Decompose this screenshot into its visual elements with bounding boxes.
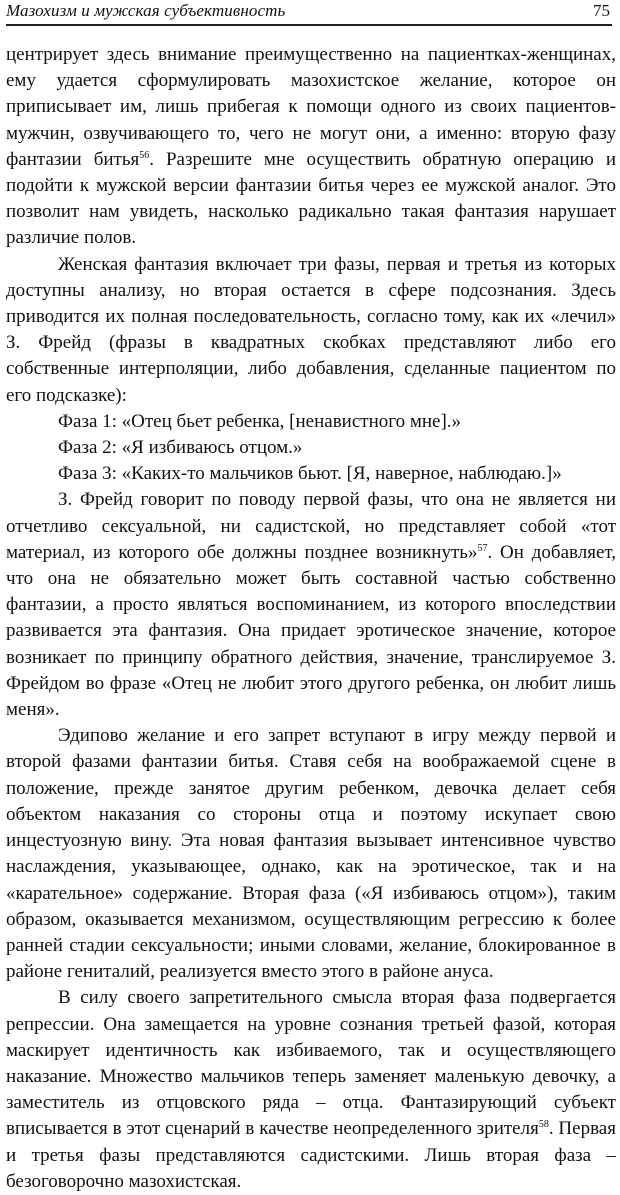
page-header (6, 0, 612, 26)
paragraph-text: центрирует здесь внимание преимущественно на пациентках-женщинах, ему удается сформулировать мазохистское желание, которое он приписывает им, лишь прибегая к помощи одного из своих пациентов-мужчин, озвучивающего то, чего не могут они, а именно: вторую фазу фантазии битья (6, 44, 616, 170)
paragraph: Эдипово желание и его запрет вступают в игру между первой и второй фазами фантазии битья. Ставя себя на воображаемой сцене в положение, прежде занятое другим ребенком, девочка делает себя объектом наказания со стороны отца и поэтому искупает свою инцестуозную вину. Эта новая фантазия вызывает интенсивное чувство наслаждения, указывающее, однако, как на эротическое, так и на «карательное» содержание. Вторая фаза («Я избиваюсь отцом»), таким образом, оказывается механизмом, осуществляющим регрессию к более ранней стадии сексуальности; иными словами, желание, блокированное в районе гениталий, реализуется вместо этого в районе ануса. (6, 725, 616, 983)
paragraph-text: В силу своего запретительного смысла вторая фаза подвергается репрессии. Она замещается на уровне сознания третьей фазой, которая маскирует идентичность как избиваемого, так и осуществляющего наказание. Множество мальчиков теперь заменяет маленькую девочку, а заместитель из отцовского ряда – отца. Фантазирующий субъект вписывается в этот сценарий в качестве неопределенного зрителя (6, 987, 616, 1140)
phase-1-line: Фаза 1: «Отец бьет ребенка, [ненавистного мне].» (58, 410, 462, 432)
paragraph (6, 487, 616, 723)
paragraph (6, 985, 616, 1195)
phase-3-line: Фаза 3: «Каких-то мальчиков бьют. [Я, наверное, наблюдаю.]» (58, 463, 562, 485)
page-body (6, 42, 616, 1195)
footnote-marker: 57 (477, 542, 488, 554)
footnote-marker: 58 (538, 1119, 549, 1131)
paragraph-text: З. Фрейд говорит по поводу первой фазы, что она не является ни отчетливо сексуальной, ни садистской, но представляет собой «тот материал, из которого обе должны позднее возникнуть» (6, 489, 616, 563)
running-title: Мазохизм и мужская субъективность (6, 1, 286, 20)
paragraph-continued (6, 42, 616, 252)
paragraph-text: . Разрешите мне осуществить обратную операцию и подойти к мужской версии фантазии битья через ее мужской аналог. Это позволит нам увидеть, насколько радикально такая фантазия нарушает различие полов. (6, 148, 617, 249)
footnote-marker: 56 (139, 149, 150, 161)
phase-2-line: Фаза 2: «Я избиваюсь отцом.» (58, 437, 303, 459)
paragraph: Женская фантазия включает три фазы, первая и третья из которых доступны анализу, но вторая остается в сфере подсознания. Здесь приводится их полная последовательность, согласно тому, как их «лечил» З. Фрейд (фразы в квадратных скобках представляют либо его собственные интерполяции, либо добавления, сделанные пациентом по его подсказке): (6, 253, 616, 406)
paragraph-text: . Он добавляет, что она не обязательно может быть составной частью собственно фантазии, а просто являться воспоминанием, из которого впоследствии развивается эта фантазия. Она придает эротическое значение, которое возникает по принципу обратного действия, значение, транслируемое З. Фрейдом во фразе «Отец не любит этого другого ребенка, он любит лишь меня». (6, 541, 616, 721)
paragraph-text: . Первая и третья фазы представляются садистскими. Лишь вторая фаза – безоговорочно мазохистская. (6, 1118, 616, 1192)
page-number: 75 (593, 1, 610, 20)
